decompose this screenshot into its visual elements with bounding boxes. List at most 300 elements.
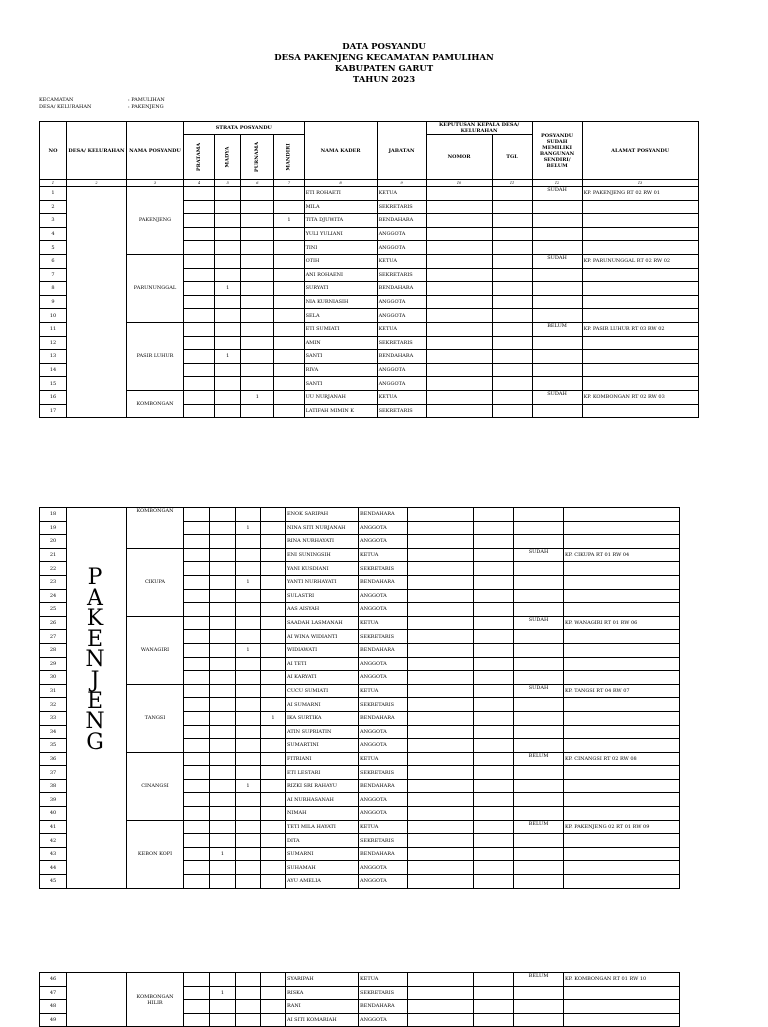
alamat-cell <box>564 861 680 875</box>
alamat-cell <box>564 986 680 1000</box>
strata-mandiri-cell <box>261 1000 286 1014</box>
nomor-cell <box>408 562 474 576</box>
jabatan-cell: BENDAHARA <box>359 711 408 725</box>
jabatan-cell: ANGGOTA <box>359 807 408 821</box>
nomor-cell <box>408 834 474 848</box>
jabatan-cell: SEKRETARIS <box>377 268 426 282</box>
kader-name: RISKA <box>286 986 359 1000</box>
jabatan-cell: ANGGOTA <box>359 793 408 807</box>
strata-purnama-cell <box>236 616 261 630</box>
strata-pratama-cell <box>184 227 215 241</box>
strata-madya-cell: 1 <box>215 350 241 364</box>
nomor-cell <box>408 671 474 685</box>
strata-madya-cell <box>210 603 236 617</box>
strata-purnama-cell <box>236 562 261 576</box>
bangunan-cell <box>514 1000 564 1014</box>
jabatan-cell: ANGGOTA <box>359 1013 408 1027</box>
tgl-cell <box>474 548 514 562</box>
strata-madya-cell <box>210 616 236 630</box>
strata-mandiri-cell <box>261 973 286 987</box>
strata-purnama-cell <box>241 377 274 391</box>
alamat-cell: KP. CINANGSI RT 02 RW 08 <box>564 752 680 766</box>
strata-pratama-cell <box>184 377 215 391</box>
strata-purnama-cell <box>236 1013 261 1027</box>
strata-pratama-cell <box>184 973 210 987</box>
kader-name: SYARIPAH <box>286 973 359 987</box>
table-row <box>40 548 680 562</box>
strata-purnama-cell <box>241 187 274 201</box>
row-no: 28 <box>40 643 67 657</box>
strata-pratama-cell <box>184 603 210 617</box>
col-mandiri: MANDIRI <box>285 143 292 171</box>
bangunan-cell <box>514 739 564 753</box>
strata-madya-cell: 1 <box>215 282 241 296</box>
tgl-cell <box>474 575 514 589</box>
strata-madya-cell <box>210 779 236 793</box>
table-row <box>40 684 680 698</box>
kader-name: YANTI NURHAYATI <box>286 575 359 589</box>
kader-name: LATIFAH MIMIN K <box>304 404 377 418</box>
strata-purnama-cell <box>236 752 261 766</box>
strata-mandiri-cell <box>261 986 286 1000</box>
bangunan-cell: BELUM <box>532 322 582 336</box>
nomor-cell <box>426 336 492 350</box>
tgl-cell <box>474 739 514 753</box>
jabatan-cell: SEKRETARIS <box>359 834 408 848</box>
strata-purnama-cell <box>241 363 274 377</box>
alamat-cell <box>564 1013 680 1027</box>
bangunan-cell <box>532 363 582 377</box>
row-no: 18 <box>40 508 67 522</box>
strata-madya-cell <box>210 562 236 576</box>
row-no: 17 <box>40 404 67 418</box>
bangunan-cell <box>514 861 564 875</box>
nomor-cell <box>426 322 492 336</box>
tgl-cell <box>474 589 514 603</box>
strata-mandiri-cell <box>261 779 286 793</box>
row-no: 13 <box>40 350 67 364</box>
strata-purnama-cell: 1 <box>241 390 274 404</box>
nomor-cell <box>408 630 474 644</box>
alamat-cell <box>582 309 698 323</box>
nomor-cell <box>408 698 474 712</box>
col-pratama: PRATAMA <box>196 142 203 172</box>
strata-purnama-cell <box>236 671 261 685</box>
jabatan-cell: BENDAHARA <box>359 575 408 589</box>
desa-vertical-letter: E <box>86 688 104 714</box>
strata-madya-cell <box>215 214 241 228</box>
kader-name: SAADAH LASMANAH <box>286 616 359 630</box>
kader-name: ETI ROHAETI <box>304 187 377 201</box>
strata-mandiri-cell <box>261 766 286 780</box>
nomor-cell <box>408 521 474 535</box>
posyandu-table-page-3 <box>39 972 680 1027</box>
bangunan-cell <box>514 725 564 739</box>
strata-purnama-cell <box>236 725 261 739</box>
nomor-cell <box>408 986 474 1000</box>
jabatan-cell: SEKRETARIS <box>359 986 408 1000</box>
row-no: 29 <box>40 657 67 671</box>
nomor-cell <box>408 807 474 821</box>
strata-purnama-cell <box>236 847 261 861</box>
table-row <box>40 187 699 201</box>
kader-name: SURYATI <box>304 282 377 296</box>
strata-pratama-cell <box>184 834 210 848</box>
strata-mandiri-cell <box>274 350 304 364</box>
kader-name: AMIN <box>304 336 377 350</box>
alamat-cell <box>582 350 698 364</box>
jabatan-cell: ANGGOTA <box>359 521 408 535</box>
kader-name: RIZKI SRI RAHAYU <box>286 779 359 793</box>
alamat-cell: KP. PARUNUNGGAL RT 02 RW 02 <box>582 254 698 268</box>
jabatan-cell: KETUA <box>377 322 426 336</box>
kader-name: TETI MILA HAYATI <box>286 820 359 834</box>
jabatan-cell: ANGGOTA <box>377 227 426 241</box>
kader-name: SUHAMAH <box>286 861 359 875</box>
nomor-cell <box>408 684 474 698</box>
strata-madya-cell <box>210 820 236 834</box>
strata-madya-cell <box>210 875 236 889</box>
alamat-cell <box>582 200 698 214</box>
strata-purnama-cell <box>241 282 274 296</box>
kader-name: ETI SUMIATI <box>304 322 377 336</box>
row-no: 7 <box>40 268 67 282</box>
strata-pratama-cell <box>184 521 210 535</box>
strata-mandiri-cell <box>274 254 304 268</box>
tgl-cell <box>492 309 532 323</box>
posyandu-name: TANGSI <box>127 684 184 752</box>
tgl-cell <box>474 671 514 685</box>
strata-mandiri-cell <box>261 752 286 766</box>
desa-vertical-letter: A <box>87 585 103 611</box>
strata-pratama-cell <box>184 630 210 644</box>
tgl-cell <box>474 711 514 725</box>
kader-name: AI WINA WIDIANTI <box>286 630 359 644</box>
bangunan-cell <box>532 200 582 214</box>
nomor-cell <box>426 363 492 377</box>
row-no: 23 <box>40 575 67 589</box>
strata-pratama-cell <box>184 589 210 603</box>
kader-name: AI SITI KOMARIAH <box>286 1013 359 1027</box>
jabatan-cell: ANGGOTA <box>377 363 426 377</box>
bangunan-cell: SUDAH <box>532 187 582 201</box>
strata-madya-cell: 1 <box>210 986 236 1000</box>
strata-mandiri-cell <box>274 187 304 201</box>
row-no: 37 <box>40 766 67 780</box>
nomor-cell <box>426 390 492 404</box>
alamat-cell <box>582 336 698 350</box>
alamat-cell <box>564 508 680 522</box>
jabatan-cell: KETUA <box>359 616 408 630</box>
row-no: 42 <box>40 834 67 848</box>
row-no: 36 <box>40 752 67 766</box>
strata-mandiri-cell <box>274 241 304 255</box>
alamat-cell <box>582 268 698 282</box>
strata-madya-cell <box>210 834 236 848</box>
strata-mandiri-cell <box>261 616 286 630</box>
strata-pratama-cell <box>184 986 210 1000</box>
jabatan-cell: ANGGOTA <box>359 861 408 875</box>
strata-purnama-cell <box>236 973 261 987</box>
strata-pratama-cell <box>184 739 210 753</box>
table-row <box>40 752 680 766</box>
alamat-cell <box>564 643 680 657</box>
bangunan-cell <box>532 227 582 241</box>
row-no: 24 <box>40 589 67 603</box>
alamat-cell <box>564 807 680 821</box>
jabatan-cell: ANGGOTA <box>377 377 426 391</box>
bangunan-cell <box>514 589 564 603</box>
strata-pratama-cell <box>184 766 210 780</box>
desa-vertical-letter: N <box>85 647 105 673</box>
col-strata: STRATA POSYANDU <box>184 122 305 135</box>
alamat-cell <box>564 535 680 549</box>
strata-pratama-cell <box>184 390 215 404</box>
nomor-cell <box>426 200 492 214</box>
row-no: 4 <box>40 227 67 241</box>
row-no: 34 <box>40 725 67 739</box>
kader-name: WIDIAWATI <box>286 643 359 657</box>
jabatan-cell: BENDAHARA <box>359 779 408 793</box>
kader-name: AI KARYATI <box>286 671 359 685</box>
kader-name: FITRIANI <box>286 752 359 766</box>
col-nomor: NOMOR <box>426 135 492 180</box>
bangunan-cell <box>514 793 564 807</box>
nomor-cell <box>408 657 474 671</box>
nomor-cell <box>426 377 492 391</box>
strata-pratama-cell <box>184 575 210 589</box>
table-row <box>40 973 680 987</box>
alamat-cell <box>564 875 680 889</box>
desa-vertical-label <box>85 565 105 755</box>
strata-madya-cell <box>215 363 241 377</box>
alamat-cell <box>582 227 698 241</box>
tgl-cell <box>492 200 532 214</box>
strata-madya-cell <box>210 807 236 821</box>
alamat-cell <box>564 575 680 589</box>
strata-mandiri-cell <box>261 1013 286 1027</box>
alamat-cell: KP. PAKENJENG 02 RT 01 RW 09 <box>564 820 680 834</box>
tgl-cell <box>492 363 532 377</box>
strata-pratama-cell <box>184 350 215 364</box>
strata-mandiri-cell <box>261 793 286 807</box>
strata-purnama-cell <box>241 227 274 241</box>
nomor-cell <box>426 282 492 296</box>
strata-mandiri-cell <box>261 834 286 848</box>
tgl-cell <box>492 268 532 282</box>
row-no: 5 <box>40 241 67 255</box>
strata-purnama-cell <box>236 657 261 671</box>
posyandu-name: CINANGSI <box>127 752 184 820</box>
nomor-cell <box>408 779 474 793</box>
strata-purnama-cell <box>236 535 261 549</box>
row-no: 15 <box>40 377 67 391</box>
strata-purnama-cell <box>236 834 261 848</box>
strata-mandiri-cell <box>274 390 304 404</box>
nomor-cell <box>408 1013 474 1027</box>
strata-mandiri-cell <box>261 508 286 522</box>
posyandu-name: KOMBONGAN HILIR <box>127 973 184 1027</box>
desa-value: : PAKENJENG <box>128 104 164 110</box>
row-no: 14 <box>40 363 67 377</box>
nomor-cell <box>408 1000 474 1014</box>
row-no: 35 <box>40 739 67 753</box>
kader-name: YULI YULIANI <box>304 227 377 241</box>
row-no: 40 <box>40 807 67 821</box>
strata-mandiri-cell <box>274 404 304 418</box>
strata-purnama-cell <box>236 807 261 821</box>
strata-madya-cell <box>210 535 236 549</box>
bangunan-cell <box>514 698 564 712</box>
strata-madya-cell <box>210 766 236 780</box>
strata-madya-cell <box>210 575 236 589</box>
jabatan-cell: BENDAHARA <box>359 847 408 861</box>
strata-mandiri-cell <box>261 698 286 712</box>
alamat-cell <box>564 847 680 861</box>
strata-pratama-cell <box>184 657 210 671</box>
bangunan-cell <box>514 657 564 671</box>
tgl-cell <box>474 986 514 1000</box>
tgl-cell <box>474 616 514 630</box>
bangunan-cell <box>532 214 582 228</box>
tgl-cell <box>474 562 514 576</box>
strata-pratama-cell <box>184 779 210 793</box>
strata-madya-cell <box>215 309 241 323</box>
nomor-cell <box>426 254 492 268</box>
strata-pratama-cell <box>184 309 215 323</box>
row-no: 39 <box>40 793 67 807</box>
strata-madya-cell: 1 <box>210 847 236 861</box>
strata-madya-cell <box>210 657 236 671</box>
strata-madya-cell <box>215 336 241 350</box>
nomor-cell <box>426 268 492 282</box>
kader-name: DITA <box>286 834 359 848</box>
row-no: 8 <box>40 282 67 296</box>
row-no: 30 <box>40 671 67 685</box>
jabatan-cell: SEKRETARIS <box>359 698 408 712</box>
bangunan-cell: SUDAH <box>532 390 582 404</box>
bangunan-cell <box>514 807 564 821</box>
col-jabatan: JABATAN <box>377 122 426 180</box>
jabatan-cell: ANGGOTA <box>377 241 426 255</box>
nomor-cell <box>408 603 474 617</box>
strata-pratama-cell <box>184 1000 210 1014</box>
table-row <box>40 390 699 404</box>
kader-name: AAS AISYAH <box>286 603 359 617</box>
strata-mandiri-cell <box>261 603 286 617</box>
row-no: 48 <box>40 1000 67 1014</box>
strata-purnama-cell <box>236 548 261 562</box>
strata-madya-cell <box>210 739 236 753</box>
alamat-cell <box>564 834 680 848</box>
posyandu-name: CIKUPA <box>127 548 184 616</box>
strata-pratama-cell <box>184 363 215 377</box>
alamat-cell <box>564 698 680 712</box>
posyandu-name: KEBON KOPI <box>127 820 184 888</box>
strata-pratama-cell <box>184 404 215 418</box>
tgl-cell <box>474 793 514 807</box>
bangunan-cell <box>514 575 564 589</box>
bangunan-cell: BELUM <box>514 973 564 987</box>
strata-mandiri-cell <box>274 295 304 309</box>
strata-purnama-cell: 1 <box>236 643 261 657</box>
row-no: 41 <box>40 820 67 834</box>
alamat-cell <box>582 377 698 391</box>
alamat-cell <box>582 241 698 255</box>
nomor-cell <box>408 589 474 603</box>
desa-cell <box>67 973 127 1027</box>
nomor-cell <box>426 404 492 418</box>
row-no: 45 <box>40 875 67 889</box>
document-subtitle-year: TAHUN 2023 <box>352 75 416 85</box>
strata-pratama-cell <box>184 295 215 309</box>
bangunan-cell <box>532 282 582 296</box>
table-row <box>40 820 680 834</box>
strata-pratama-cell <box>184 847 210 861</box>
strata-mandiri-cell <box>261 521 286 535</box>
alamat-cell <box>564 521 680 535</box>
bangunan-cell: SUDAH <box>514 684 564 698</box>
bangunan-cell <box>514 875 564 889</box>
tgl-cell <box>474 766 514 780</box>
desa-vertical-letter: E <box>86 626 104 652</box>
alamat-cell <box>564 779 680 793</box>
strata-mandiri-cell <box>261 820 286 834</box>
strata-madya-cell <box>210 684 236 698</box>
alamat-cell: KP. PASIR LUHUR RT 03 RW 02 <box>582 322 698 336</box>
strata-madya-cell <box>210 1013 236 1027</box>
strata-madya-cell <box>215 254 241 268</box>
alamat-cell <box>582 295 698 309</box>
alamat-cell: KP. CIKUPA RT 01 RW 04 <box>564 548 680 562</box>
strata-purnama-cell <box>236 684 261 698</box>
strata-purnama-cell <box>236 630 261 644</box>
kader-name: SANTI <box>304 350 377 364</box>
bangunan-cell <box>514 1013 564 1027</box>
nomor-cell <box>408 548 474 562</box>
bangunan-cell <box>514 630 564 644</box>
kader-name: NIA KURNIASIH <box>304 295 377 309</box>
col-tgl: TGL <box>492 135 532 180</box>
jabatan-cell: ANGGOTA <box>359 725 408 739</box>
tgl-cell <box>492 377 532 391</box>
nomor-cell <box>408 973 474 987</box>
strata-mandiri-cell <box>261 684 286 698</box>
alamat-cell: KP. WANAGIRI RT 01 RW 06 <box>564 616 680 630</box>
strata-purnama-cell <box>236 986 261 1000</box>
strata-purnama-cell <box>236 603 261 617</box>
nomor-cell <box>408 752 474 766</box>
nomor-cell <box>426 295 492 309</box>
alamat-cell <box>582 214 698 228</box>
jabatan-cell: KETUA <box>359 752 408 766</box>
strata-madya-cell <box>210 630 236 644</box>
strata-pratama-cell <box>184 725 210 739</box>
tgl-cell <box>474 834 514 848</box>
col-purnama: PURNAMA <box>254 141 261 173</box>
strata-pratama-cell <box>184 820 210 834</box>
kader-name: TITA DJUWITA <box>304 214 377 228</box>
row-no: 11 <box>40 322 67 336</box>
kader-name: ENOK SARIPAH <box>286 508 359 522</box>
nomor-cell <box>408 739 474 753</box>
kader-name: SUMARTINI <box>286 739 359 753</box>
strata-mandiri-cell <box>274 377 304 391</box>
strata-purnama-cell <box>236 820 261 834</box>
desa-line <box>39 104 164 111</box>
strata-pratama-cell <box>184 254 215 268</box>
desa-vertical-letter: J <box>90 667 100 693</box>
